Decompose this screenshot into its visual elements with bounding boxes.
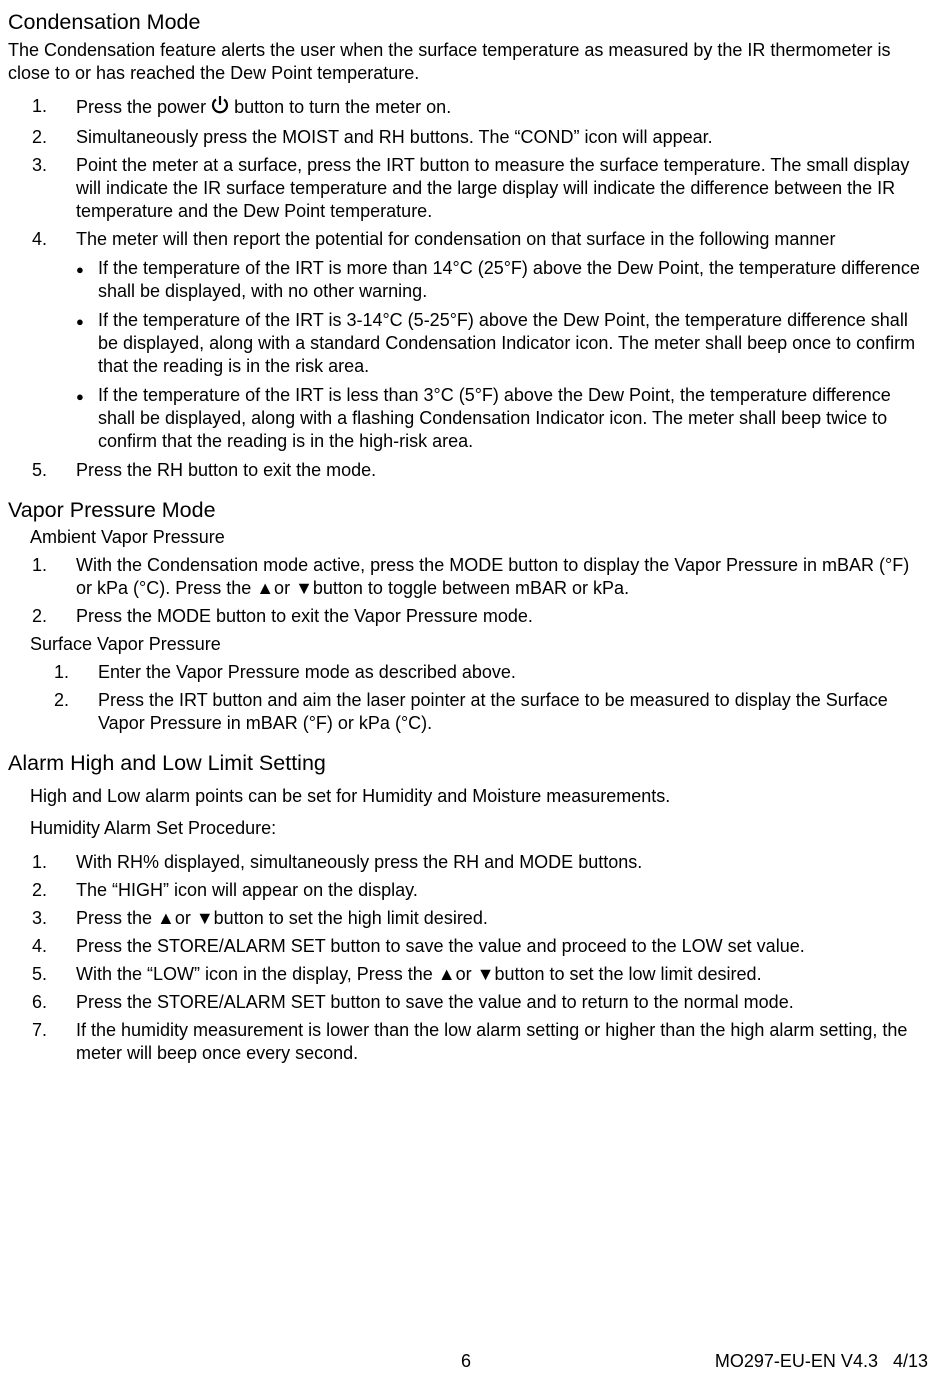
condensation-step-3: 3. Point the meter at a surface, press the IRT button to measure the surface temperature. The small display will indicate the IR surface temperature and the large display will indicate the difference between the IR temperature and the Dew Point temperature.: [32, 155, 910, 221]
alarm-step-3: 3. Press the ▲or ▼button to set the high limit desired.: [32, 908, 488, 928]
vapor-heading: Vapor Pressure Mode: [8, 498, 216, 522]
alarm-procedure-title: Humidity Alarm Set Procedure:: [30, 818, 277, 838]
alarm-heading: Alarm High and Low Limit Setting: [8, 751, 326, 775]
alarm-step-7: 7. If the humidity measurement is lower than the low alarm setting or higher than the high alarm setting, the meter will beep once every second.: [32, 1020, 908, 1063]
surface-vapor-title: Surface Vapor Pressure: [30, 634, 221, 654]
bullet-icon: ●: [76, 314, 84, 329]
bullet-icon: ●: [76, 389, 84, 404]
condensation-step-5: 5. Press the RH button to exit the mode.: [32, 460, 377, 480]
condensation-heading: Condensation Mode: [8, 10, 201, 34]
ambient-vapor-title: Ambient Vapor Pressure: [30, 527, 225, 547]
bullet-item: ● If the temperature of the IRT is 3-14°C (5-25°F) above the Dew Point, the temperature difference shall be displayed, along with a standard Condensation Indicator icon. The meter shall beep once to confirm that the reading is in the risk area.: [76, 310, 916, 376]
alarm-step-6: 6. Press the STORE/ALARM SET button to save the value and to return to the normal mode.: [32, 992, 794, 1012]
condensation-bullets: [76, 257, 930, 453]
condensation-step-4: 4. The meter will then report the potential for condensation on that surface in the following manner ● If the temperature of the IRT is more than 14°C (25°F) above the Dew Point, the temperature difference shall be displayed, with no other warning. ● If the temperature of the IRT is 3-14°C (5-25°F) above the Dew Point, the temperature difference shall be displayed, along with a standard Condensation Indicator icon. The meter shall beep once to confirm that the reading is in the risk area. ● If the temperature of the IRT is less than 3°C (5°F) above the Dew Point, the temperature difference shall be displayed, along with a flashing Condensation Indicator icon. The meter shall beep twice to confirm that the reading is in the high-risk area.: [8, 228, 930, 459]
alarm-step-2: 2. The “HIGH” icon will appear on the display.: [32, 880, 418, 900]
surface-vapor-steps: [8, 661, 930, 735]
ambient-step-2: 2. Press the MODE button to exit the Vapor Pressure mode.: [32, 606, 533, 626]
condensation-steps: [8, 95, 930, 482]
surface-step-2: 2. Press the IRT button and aim the laser pointer at the surface to be measured to display the Surface Vapor Pressure in mBAR (°F) or kPa (°C).: [54, 690, 888, 733]
ambient-vapor-steps: [8, 554, 930, 628]
bullet-icon: ●: [76, 262, 84, 277]
alarm-intro: High and Low alarm points can be set for Humidity and Moisture measurements.: [30, 786, 671, 806]
ambient-step-1: 1. With the Condensation mode active, press the MODE button to display the Vapor Pressure in mBAR (°F) or kPa (°C). Press the ▲or ▼button to toggle between mBAR or kPa.: [32, 555, 910, 598]
power-icon: [210, 95, 230, 121]
manual-page: [8, 9, 930, 1065]
surface-step-1: 1. Enter the Vapor Pressure mode as described above.: [54, 662, 516, 682]
bullet-item: ● If the temperature of the IRT is less than 3°C (5°F) above the Dew Point, the temperature difference shall be displayed, along with a flashing Condensation Indicator icon. The meter shall beep twice to confirm that the reading is in the high-risk area.: [76, 385, 891, 451]
alarm-step-5: 5. With the “LOW” icon in the display, Press the ▲or ▼button to set the low limit desired.: [32, 964, 762, 984]
condensation-intro: The Condensation feature alerts the user when the surface temperature as measured by the IR thermometer is close to or has reached the Dew Point temperature.: [8, 40, 891, 83]
condensation-step-2: 2. Simultaneously press the MOIST and RH buttons. The “COND” icon will appear.: [32, 127, 713, 147]
document-reference: MO297-EU-EN V4.3 4/13: [714, 1351, 928, 1371]
page-number: 6: [461, 1351, 472, 1371]
alarm-step-1: 1. With RH% displayed, simultaneously press the RH and MODE buttons.: [32, 852, 643, 872]
alarm-steps: [8, 851, 930, 1065]
condensation-step-1: 1. Press the power button to turn the meter on.: [8, 95, 930, 121]
alarm-step-4: 4. Press the STORE/ALARM SET button to save the value and proceed to the LOW set value.: [32, 936, 805, 956]
bullet-item: ● If the temperature of the IRT is more than 14°C (25°F) above the Dew Point, the temperature difference shall be displayed, with no other warning.: [76, 258, 920, 301]
